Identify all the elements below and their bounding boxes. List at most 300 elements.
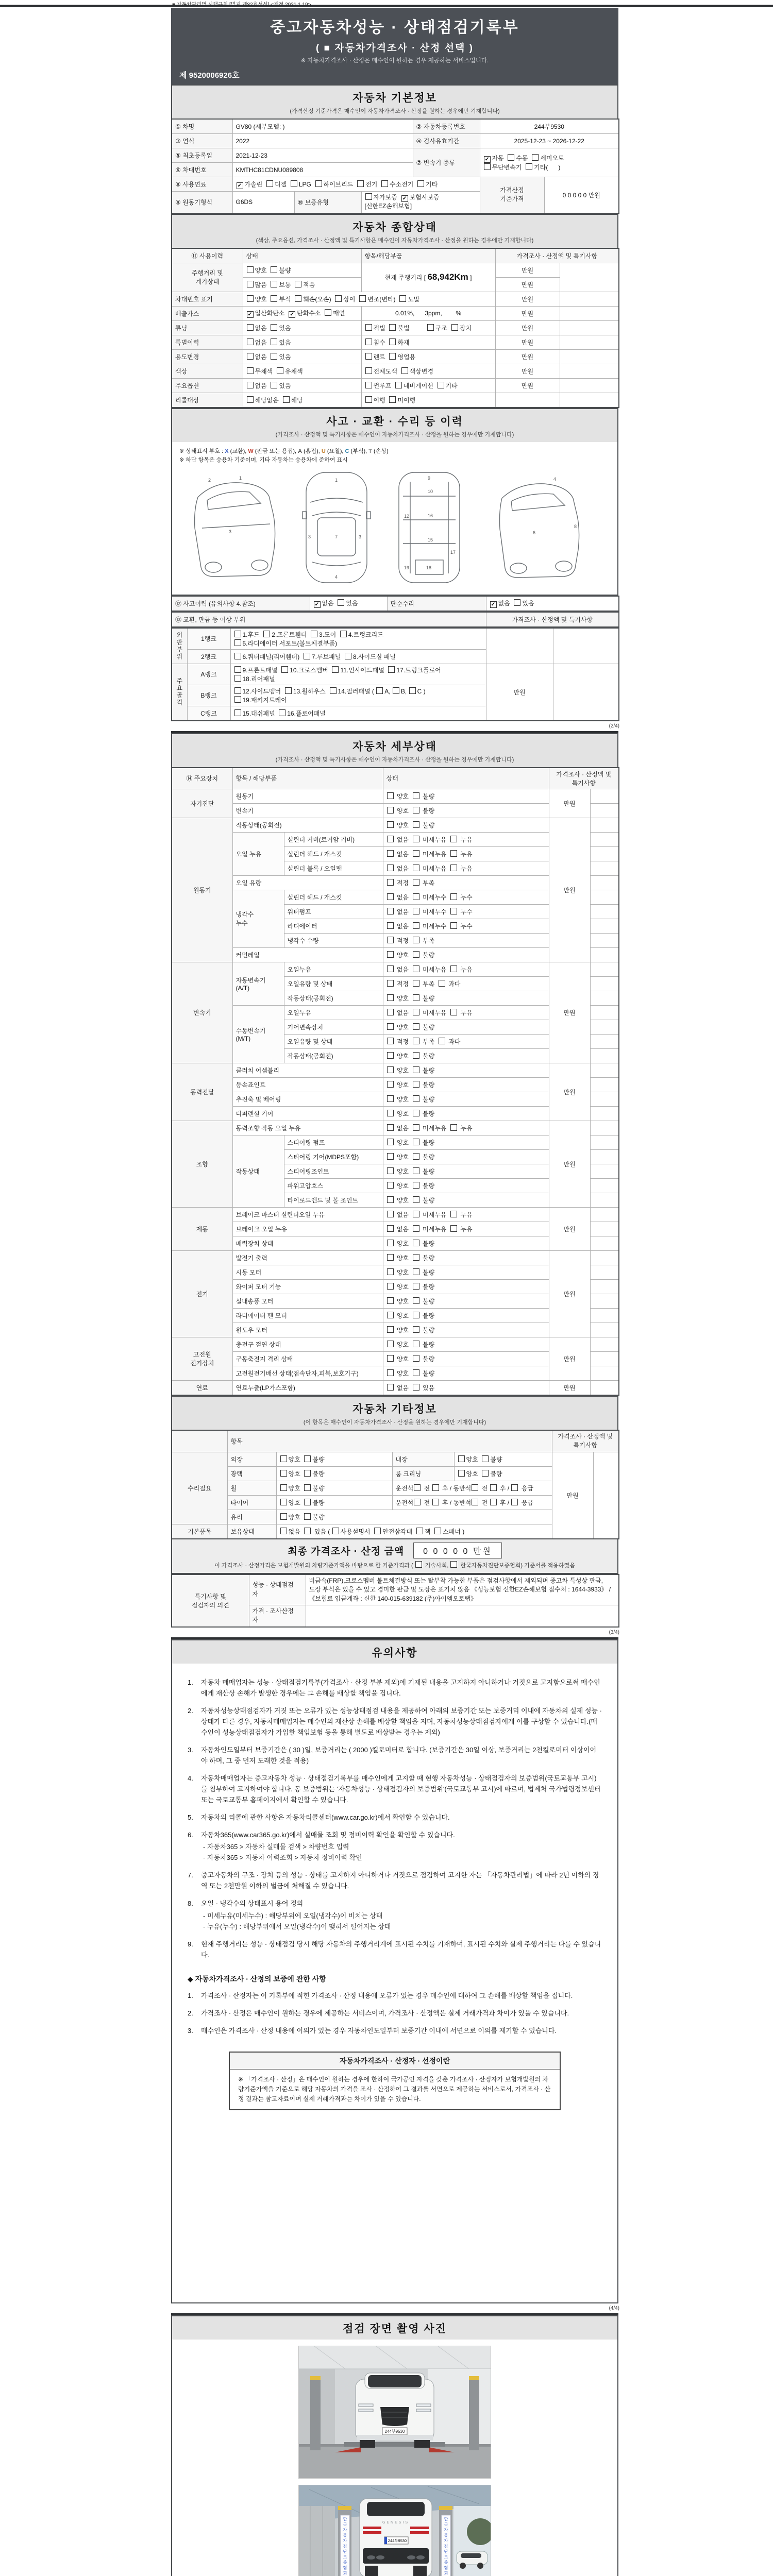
notice-number: 5.	[188, 1814, 193, 1822]
checkbox-unchecked[interactable]	[234, 631, 241, 637]
checkbox-unchecked[interactable]	[413, 1182, 419, 1189]
checkbox-unchecked[interactable]	[413, 1297, 419, 1304]
checkbox-checked[interactable]: ✓	[484, 156, 491, 163]
checkbox-unchecked[interactable]	[482, 1470, 489, 1477]
table-cell: 브레이크 마스터 실린더오일 누유	[232, 1207, 383, 1222]
table-cell	[590, 933, 619, 947]
table-cell: ✓ 일산화탄소 ✓ 탄화수소 매연	[243, 306, 361, 320]
table-cell: 15.대쉬패널 16.플로어패널	[230, 706, 486, 721]
row-label: ⑤ 최초등록일	[172, 148, 232, 163]
checkbox-unchecked[interactable]	[526, 163, 532, 170]
checkbox-unchecked[interactable]	[450, 922, 457, 929]
checkbox-unchecked[interactable]	[387, 865, 394, 871]
table-cell: 양호 불량	[383, 1106, 549, 1121]
checkbox-unchecked[interactable]	[427, 324, 434, 331]
exchange-header-host	[171, 612, 618, 628]
checkbox-checked[interactable]: ✓	[237, 182, 243, 189]
row-label: 색상	[172, 364, 243, 378]
checkbox-unchecked[interactable]	[458, 1455, 465, 1462]
checkbox-unchecked[interactable]	[413, 1268, 419, 1275]
checkbox-unchecked[interactable]	[271, 281, 277, 287]
checkbox-unchecked[interactable]	[365, 338, 372, 345]
checkbox-checked[interactable]: ✓	[490, 601, 497, 608]
checkbox-unchecked[interactable]	[511, 1484, 518, 1491]
checkbox-unchecked[interactable]	[387, 821, 394, 828]
checkbox-unchecked[interactable]	[439, 980, 445, 987]
table-cell: 양호 불량	[383, 991, 549, 1005]
etc-info-table	[171, 1430, 619, 1539]
checkbox-unchecked[interactable]	[387, 879, 394, 886]
checkbox-unchecked[interactable]	[271, 324, 277, 331]
section-overall-subtitle: (색상, 주요옵션, 가격조사 · 산정액 및 특기사항은 매수인이 자동차가격조사 · 산정을 원하는 경우에만 기재합니다)	[256, 237, 534, 244]
table-cell: 원동기	[232, 789, 383, 803]
checkbox-unchecked[interactable]	[450, 1211, 457, 1217]
row-label: ⑨ 원동기형식	[172, 192, 232, 213]
checkbox-unchecked[interactable]	[413, 1095, 419, 1102]
checkbox-unchecked[interactable]	[413, 922, 419, 929]
checkbox-unchecked[interactable]	[280, 1528, 287, 1534]
status-symbol-W: W	[248, 448, 254, 454]
table-cell	[590, 1092, 619, 1106]
row-label: 상태	[383, 768, 549, 789]
table-cell: 만원	[495, 335, 560, 349]
checkbox-unchecked[interactable]	[387, 1225, 394, 1232]
checkbox-unchecked[interactable]	[295, 295, 301, 302]
checkbox-unchecked[interactable]	[387, 893, 394, 900]
checkbox-unchecked[interactable]	[280, 1470, 287, 1477]
checkbox-unchecked[interactable]	[387, 807, 394, 814]
table-cell: 양호 불량	[383, 1020, 549, 1034]
table-cell	[590, 1294, 619, 1308]
checkbox-unchecked[interactable]	[432, 1484, 439, 1491]
notice-number: 2.	[188, 2009, 193, 2017]
checkbox-unchecked[interactable]	[413, 1196, 419, 1203]
checkbox-unchecked[interactable]	[387, 965, 394, 972]
checkbox-unchecked[interactable]	[413, 807, 419, 814]
photo-front-view	[298, 2346, 491, 2479]
checkbox-unchecked[interactable]	[387, 1038, 394, 1044]
special-notes-table	[171, 1574, 619, 1628]
table-cell: 오일 누유	[232, 832, 284, 875]
checkbox-unchecked[interactable]	[271, 353, 277, 360]
checkbox-unchecked[interactable]	[389, 396, 396, 403]
checkbox-unchecked[interactable]	[285, 687, 292, 694]
checkbox-unchecked[interactable]	[387, 1110, 394, 1116]
checkbox-unchecked[interactable]	[271, 338, 277, 345]
checkbox-unchecked[interactable]	[413, 1225, 419, 1232]
checkbox-unchecked[interactable]	[234, 639, 241, 646]
row-label: 단순수리	[387, 596, 486, 611]
table-cell: 양호 불량	[383, 789, 549, 803]
checkbox-unchecked[interactable]	[247, 281, 254, 287]
checkbox-checked[interactable]: ✓	[314, 601, 321, 608]
checkbox-unchecked[interactable]	[304, 1470, 311, 1477]
car-diagram-panel	[171, 442, 618, 596]
table-cell: 없음 있음	[243, 349, 361, 364]
checkbox-unchecked[interactable]	[277, 367, 283, 374]
checkbox-unchecked[interactable]	[365, 367, 372, 374]
table-cell	[590, 1178, 619, 1193]
title-band	[171, 8, 618, 84]
checkbox-unchecked[interactable]	[389, 353, 396, 360]
checkbox-unchecked[interactable]	[450, 1009, 457, 1015]
checkbox-unchecked[interactable]	[450, 908, 457, 914]
checkbox-unchecked[interactable]	[280, 1513, 287, 1520]
table-cell: 양호 불량	[276, 1466, 392, 1481]
table-cell	[590, 890, 619, 904]
checkbox-unchecked[interactable]	[472, 1499, 478, 1505]
checkbox-unchecked[interactable]	[247, 353, 254, 360]
checkbox-unchecked[interactable]	[490, 1499, 497, 1505]
checkbox-unchecked[interactable]	[413, 850, 419, 857]
checkbox-unchecked[interactable]	[387, 1009, 394, 1015]
page-marker-4: (4/4)	[609, 2305, 619, 2311]
table-cell: 양호 불량	[383, 1337, 549, 1351]
notice-item	[188, 2008, 602, 2019]
checkbox-unchecked[interactable]	[234, 696, 241, 703]
checkbox-unchecked[interactable]	[247, 324, 254, 331]
checkbox-checked[interactable]: ✓	[289, 311, 295, 318]
row-label: ⑬ 교환, 판금 등 이상 부위	[172, 612, 486, 627]
section-accident-title: 사고 · 교환 · 수리 등 이력	[326, 415, 463, 428]
table-cell: 무채색 유채색	[243, 364, 361, 378]
checkbox-unchecked[interactable]	[401, 367, 408, 374]
checkbox-unchecked[interactable]	[413, 1312, 419, 1318]
checkbox-unchecked[interactable]	[387, 1167, 394, 1174]
checkbox-unchecked[interactable]	[472, 1484, 478, 1491]
table-cell	[590, 991, 619, 1005]
checkbox-unchecked[interactable]	[413, 1124, 419, 1131]
checkbox-unchecked[interactable]	[387, 1211, 394, 1217]
checkbox-checked[interactable]: ✓	[401, 195, 408, 202]
checkbox-unchecked[interactable]	[234, 653, 241, 659]
checkbox-unchecked[interactable]	[304, 1513, 311, 1520]
row-label: ⑦ 변속기 종류	[413, 148, 480, 177]
checkbox-unchecked[interactable]	[234, 687, 241, 694]
table-cell: 만원	[549, 1250, 590, 1337]
checkbox-unchecked[interactable]	[413, 965, 419, 972]
checkbox-unchecked[interactable]	[387, 1268, 394, 1275]
checkbox-unchecked[interactable]	[450, 836, 457, 842]
svg-text:2: 2	[208, 477, 211, 483]
checkbox-unchecked[interactable]	[413, 1326, 419, 1333]
checkbox-unchecked[interactable]	[413, 1254, 419, 1261]
table-cell: 침수 화재	[361, 335, 495, 349]
checkbox-unchecked[interactable]	[365, 353, 372, 360]
table-cell	[590, 947, 619, 962]
checkbox-unchecked[interactable]	[395, 382, 402, 388]
checkbox-unchecked[interactable]	[266, 180, 273, 187]
checkbox-unchecked[interactable]	[413, 937, 419, 943]
checkbox-unchecked[interactable]	[271, 266, 277, 273]
checkbox-unchecked[interactable]	[387, 1283, 394, 1290]
checkbox-unchecked[interactable]	[484, 163, 491, 170]
exchange-header-table	[171, 612, 619, 628]
checkbox-unchecked[interactable]	[450, 865, 457, 871]
panel-rank-table	[171, 628, 619, 721]
checkbox-unchecked[interactable]	[413, 1369, 419, 1376]
table-cell: 적정 부족	[383, 933, 549, 947]
checkbox-unchecked[interactable]	[450, 1225, 457, 1232]
checkbox-unchecked[interactable]	[387, 1355, 394, 1362]
checkbox-unchecked[interactable]	[387, 850, 394, 857]
inspection-photos	[171, 2340, 618, 2576]
checkbox-unchecked[interactable]	[413, 1066, 419, 1073]
checkbox-unchecked[interactable]	[458, 1470, 465, 1477]
checkbox-unchecked[interactable]	[439, 1038, 445, 1044]
checkbox-unchecked[interactable]	[263, 631, 270, 637]
checkbox-unchecked[interactable]	[365, 382, 372, 388]
checkbox-unchecked[interactable]	[387, 836, 394, 842]
checkbox-unchecked[interactable]	[490, 1484, 497, 1491]
row-label: 가격조사 · 산정액 및 특기사항	[486, 612, 619, 627]
checkbox-unchecked[interactable]	[291, 180, 297, 187]
checkbox-unchecked[interactable]	[413, 1283, 419, 1290]
checkbox-unchecked[interactable]	[413, 1384, 419, 1391]
checkbox-unchecked[interactable]	[387, 937, 394, 943]
checkbox-unchecked[interactable]	[325, 309, 331, 316]
checkbox-unchecked[interactable]	[393, 687, 399, 694]
checkbox-unchecked[interactable]	[335, 295, 342, 302]
checkbox-unchecked[interactable]	[387, 1023, 394, 1030]
final-price-value: 0 0 0 0 0 만원	[413, 1543, 502, 1558]
row-label: 가격조사 · 산정액 및 특기사항	[495, 248, 619, 263]
checkbox-unchecked[interactable]	[365, 396, 372, 403]
table-cell: 만원	[486, 664, 553, 721]
checkbox-unchecked[interactable]	[432, 1499, 439, 1505]
row-label: 연료	[172, 1380, 232, 1395]
notice-text: 가격조사 · 산정은 매수인이 원하는 경우에 제공하는 서비스이며, 가격조사 · 산정액은 실제 거래가격과 차이가 있을 수 있습니다.	[201, 2009, 569, 2017]
checkbox-unchecked[interactable]	[280, 1484, 287, 1491]
checkbox-unchecked[interactable]	[511, 1499, 518, 1505]
checkbox-unchecked[interactable]	[434, 1528, 441, 1534]
checkbox-unchecked[interactable]	[389, 324, 396, 331]
row-label: 룸 크리닝	[392, 1466, 454, 1481]
checkbox-unchecked[interactable]	[388, 666, 395, 673]
checkbox-unchecked[interactable]	[389, 338, 396, 345]
checkbox-unchecked[interactable]	[387, 1326, 394, 1333]
checkbox-unchecked[interactable]	[413, 1009, 419, 1015]
checkbox-unchecked[interactable]	[387, 1312, 394, 1318]
checkbox-unchecked[interactable]	[387, 1196, 394, 1203]
checkbox-unchecked[interactable]	[311, 631, 317, 637]
checkbox-unchecked[interactable]	[399, 295, 406, 302]
table-cell	[590, 846, 619, 861]
checkbox-unchecked[interactable]	[357, 180, 364, 187]
checkbox-unchecked[interactable]	[413, 879, 419, 886]
table-cell: 6.쿼터패널(리어휀더) 7.루브패널 8.사이드실 패널	[230, 649, 486, 664]
checkbox-unchecked[interactable]	[413, 1211, 419, 1217]
status-symbol-T: T	[368, 448, 372, 454]
checkbox-unchecked[interactable]	[345, 653, 351, 659]
checkbox-unchecked[interactable]	[387, 1254, 394, 1261]
svg-text:8: 8	[574, 523, 577, 529]
svg-text:3: 3	[359, 534, 362, 539]
checkbox-unchecked[interactable]	[304, 653, 310, 659]
row-label: 변속기	[172, 962, 232, 1063]
checkbox-checked[interactable]: ✓	[247, 311, 254, 318]
checkbox-unchecked[interactable]	[387, 1153, 394, 1160]
checkbox-unchecked[interactable]	[247, 266, 254, 273]
checkbox-unchecked[interactable]	[387, 994, 394, 1001]
checkbox-unchecked[interactable]	[413, 1052, 419, 1059]
table-cell: 스티어링조인트	[284, 1164, 383, 1178]
checkbox-unchecked[interactable]	[387, 922, 394, 929]
checkbox-unchecked[interactable]	[413, 865, 419, 871]
table-cell: 기어변속장치	[284, 1020, 383, 1034]
overall-state-table-host	[171, 248, 618, 408]
checkbox-unchecked[interactable]	[416, 1528, 423, 1534]
checkbox-unchecked[interactable]	[413, 1341, 419, 1347]
checkbox-unchecked[interactable]	[234, 666, 241, 673]
checkbox-unchecked[interactable]	[413, 1139, 419, 1145]
checkbox-unchecked[interactable]	[247, 295, 254, 302]
checkbox-unchecked[interactable]	[413, 1240, 419, 1246]
checkbox-unchecked[interactable]	[387, 1139, 394, 1145]
checkbox-unchecked[interactable]	[413, 1355, 419, 1362]
checkbox-unchecked[interactable]	[304, 1528, 311, 1534]
checkbox-unchecked[interactable]	[387, 1297, 394, 1304]
checkbox-unchecked[interactable]	[387, 1124, 394, 1131]
table-cell: 양호 불량	[383, 1308, 549, 1323]
checkbox-unchecked[interactable]	[514, 599, 520, 606]
checkbox-unchecked[interactable]	[247, 367, 254, 374]
checkbox-unchecked[interactable]	[409, 687, 416, 694]
checkbox-unchecked[interactable]	[414, 1484, 421, 1491]
checkbox-unchecked[interactable]	[281, 666, 288, 673]
checkbox-unchecked[interactable]	[413, 836, 419, 842]
checkbox-unchecked[interactable]	[417, 180, 424, 187]
checkbox-unchecked[interactable]	[508, 154, 514, 161]
table-cell: 만원	[549, 818, 590, 962]
notice-text: 현재 주행거리는 성능 · 상태점검 당시 해당 자동차의 주행거리계에 표시된 수치를 기재하며, 표시된 수치와 실제 주행거리는 다를 수 있습니다.	[201, 1940, 601, 1959]
row-label: 고전원 전기장치	[172, 1337, 232, 1380]
checkbox-unchecked[interactable]	[295, 281, 301, 287]
checkbox-unchecked[interactable]	[340, 631, 347, 637]
table-cell: 등속죠인트	[232, 1077, 383, 1092]
table-cell: 디퍼렌셜 기어	[232, 1106, 383, 1121]
table-cell: 실내송풍 모터	[232, 1294, 383, 1308]
checkbox-unchecked[interactable]	[387, 1341, 394, 1347]
checkbox-unchecked[interactable]	[247, 338, 254, 345]
checkbox-unchecked[interactable]	[283, 396, 290, 403]
checkbox-unchecked[interactable]	[332, 1528, 339, 1534]
table-cell: 라디에이터	[284, 919, 383, 933]
checkbox-unchecked[interactable]	[387, 1066, 394, 1073]
checkbox-unchecked[interactable]	[387, 1384, 394, 1391]
table-cell	[590, 962, 619, 976]
table-cell: 구동축전지 격리 상태	[232, 1351, 383, 1366]
checkbox-unchecked[interactable]	[415, 1561, 422, 1568]
checkbox-unchecked[interactable]	[387, 980, 394, 987]
checkbox-unchecked[interactable]	[413, 1081, 419, 1088]
table-cell: 양호 불량	[276, 1481, 392, 1495]
checkbox-unchecked[interactable]	[330, 687, 337, 694]
checkbox-unchecked[interactable]	[413, 1110, 419, 1116]
checkbox-unchecked[interactable]	[413, 1167, 419, 1174]
checkbox-unchecked[interactable]	[413, 1038, 419, 1044]
checkbox-unchecked[interactable]	[332, 666, 339, 673]
table-cell: 없음 있음	[243, 378, 361, 393]
table-cell: 1.후드 2.프론트휀더 3.도어 4.트렁크리드 5.라디에이터 서포트(볼트체결부품)	[230, 628, 486, 650]
checkbox-unchecked[interactable]	[234, 709, 241, 716]
checkbox-unchecked[interactable]	[387, 1240, 394, 1246]
table-cell	[590, 1106, 619, 1121]
checkbox-unchecked[interactable]	[387, 1095, 394, 1102]
table-cell: 0 0 0 0 0 만원	[544, 177, 619, 213]
checkbox-unchecked[interactable]	[315, 180, 322, 187]
checkbox-unchecked[interactable]	[450, 893, 457, 900]
checkbox-unchecked[interactable]	[387, 1052, 394, 1059]
checkbox-unchecked[interactable]	[387, 951, 394, 958]
checkbox-unchecked[interactable]	[387, 792, 394, 799]
checkbox-unchecked[interactable]	[247, 382, 254, 388]
checkbox-unchecked[interactable]	[532, 154, 539, 161]
checkbox-unchecked[interactable]	[271, 295, 277, 302]
checkbox-unchecked[interactable]	[450, 965, 457, 972]
table-cell	[590, 1063, 619, 1077]
table-cell: 만원	[549, 962, 590, 1063]
checkbox-unchecked[interactable]	[414, 1499, 421, 1505]
checkbox-unchecked[interactable]	[374, 1528, 381, 1534]
checkbox-unchecked[interactable]	[450, 1561, 457, 1568]
checkbox-unchecked[interactable]	[376, 687, 383, 694]
checkbox-unchecked[interactable]	[450, 1124, 457, 1131]
checkbox-unchecked[interactable]	[482, 1455, 489, 1462]
checkbox-unchecked[interactable]	[304, 1499, 311, 1505]
section-basic-header	[171, 84, 618, 118]
checkbox-unchecked[interactable]	[304, 1484, 311, 1491]
checkbox-unchecked[interactable]	[387, 1182, 394, 1189]
checkbox-unchecked[interactable]	[280, 1499, 287, 1505]
checkbox-unchecked[interactable]	[234, 675, 241, 682]
checkbox-unchecked[interactable]	[280, 1455, 287, 1462]
table-cell: 양호 불량	[383, 818, 549, 832]
checkbox-unchecked[interactable]	[271, 382, 277, 388]
checkbox-unchecked[interactable]	[413, 1023, 419, 1030]
table-cell: 만원	[495, 292, 560, 306]
checkbox-unchecked[interactable]	[338, 599, 344, 606]
checkbox-unchecked[interactable]	[413, 980, 419, 987]
checkbox-unchecked[interactable]	[413, 1153, 419, 1160]
row-label: 원동기	[172, 818, 232, 962]
row-label: 튜닝	[172, 320, 243, 335]
table-cell: 실린더 헤드 / 개스킷	[284, 846, 383, 861]
checkbox-unchecked[interactable]	[387, 908, 394, 914]
checkbox-unchecked[interactable]	[413, 821, 419, 828]
checkbox-unchecked[interactable]	[450, 850, 457, 857]
checkbox-unchecked[interactable]	[279, 709, 285, 716]
checkbox-unchecked[interactable]	[451, 324, 458, 331]
checkbox-unchecked[interactable]	[304, 1455, 311, 1462]
checkbox-unchecked[interactable]	[359, 295, 366, 302]
checkbox-unchecked[interactable]	[247, 396, 254, 403]
checkbox-unchecked[interactable]	[387, 1369, 394, 1376]
checkbox-unchecked[interactable]	[387, 1081, 394, 1088]
checkbox-unchecked[interactable]	[381, 180, 388, 187]
checkbox-unchecked[interactable]	[438, 382, 444, 388]
table-cell: 운전석 전 후 / 동반석 전 후 / 응급	[392, 1481, 552, 1495]
checkbox-unchecked[interactable]	[413, 792, 419, 799]
checkbox-unchecked[interactable]	[365, 324, 372, 331]
checkbox-unchecked[interactable]	[413, 994, 419, 1001]
checkbox-unchecked[interactable]	[413, 908, 419, 914]
checkbox-unchecked[interactable]	[413, 893, 419, 900]
table-cell: 라디에이터 팬 모터	[232, 1308, 383, 1323]
basic-info-table	[171, 118, 619, 214]
checkbox-unchecked[interactable]	[413, 951, 419, 958]
checkbox-unchecked[interactable]	[365, 193, 372, 200]
